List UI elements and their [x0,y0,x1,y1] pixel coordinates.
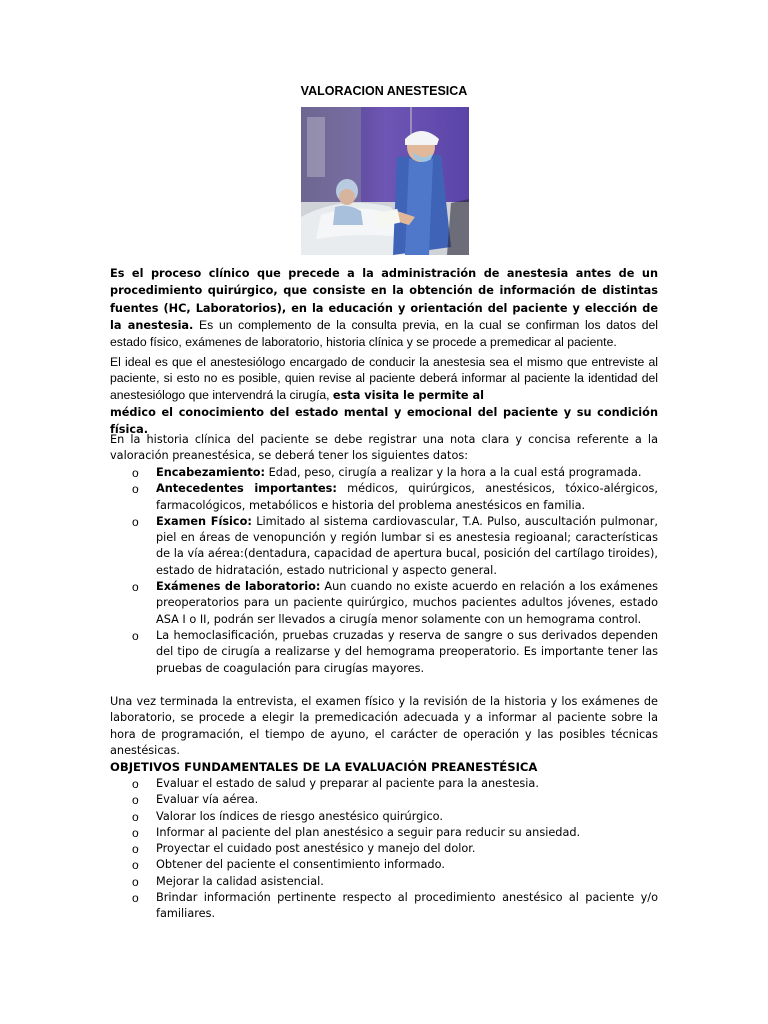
objetivo-text: Valorar los índices de riesgo anestésico quirúrgico. [156,809,443,823]
item-text: La hemoclasificación, pruebas cruzadas y reserva de sangre o sus derivados dependen del tipo de cirugía a realizarse y del hemograma preoperatorio. Es importante tener las pruebas de coagulación para cirugías mayores. [156,628,658,675]
bullet-icon: o [132,482,139,497]
objetivos-list [110,776,658,923]
ideal-bold-text-2: médico el conocimiento del estado mental y emocional del paciente y su condición física. [110,405,658,437]
historia-paragraph: En la historia clínica del paciente se debe registrar una nota clara y concisa referente a la valoración preanestésica, se deberá tener los siguientes datos: [110,433,658,463]
bullet-icon: o [132,891,139,906]
bullet-icon: o [132,514,139,529]
datos-list [110,465,658,677]
item-text: Edad, peso, cirugía a realizar y la hora a la cual está programada. [265,466,642,479]
entrevista-paragraph: Una vez terminada la entrevista, el examen físico y la revisión de la historia y los exámenes de laboratorio, se procede a elegir la premedicación adecuada y a informar al paciente sobre la hora de programación, el tiempo de ayuno, el carácter de operación y las posibles técnicas anestésicas. [110,695,658,757]
list-item [110,628,658,677]
list-item [110,465,658,481]
ideal-normal-text: El ideal es que el anestesiólogo encargado de conducir la anestesia sea el mismo que entreviste al paciente, si esto no es posible, quien revise al paciente deberá informar al paciente la identidad del anestesiólogo que intervendrá la cirugía, [110,355,658,402]
list-item [110,792,658,808]
objetivo-text: Evaluar el estado de salud y preparar al paciente para la anestesia. [156,777,539,790]
item-label: Antecedentes importantes: [156,482,337,496]
ideal-bold-text-1: esta visita le permite al [332,388,484,402]
bullet-icon: o [132,842,139,857]
list-item [110,874,658,890]
objetivo-text: Informar al paciente del plan anestésico a seguir para reducir su ansiedad. [156,825,581,839]
list-item [110,890,658,923]
bullet-icon: o [132,809,139,824]
bullet-icon: o [132,628,139,643]
bullet-icon: o [132,580,139,595]
objetivo-text: Mejorar la calidad asistencial. [156,874,324,888]
objetivo-text: Proyectar el cuidado post anestésico y manejo del dolor. [156,842,476,856]
objetivo-text: Evaluar vía aérea. [156,793,259,807]
list-item [110,825,658,841]
ideal-paragraph [110,354,658,438]
list-item [110,514,658,579]
list-item [110,579,658,628]
item-text: Aun cuando no existe acuerdo en relación a los exámenes preoperatorios para un paciente quirúrgico, muchos pacientes adultos jóvenes, estado ASA I o II, podrán ser llevados a cirugía menor solamente con un hemograma control. [156,580,658,626]
bullet-icon: o [132,466,139,480]
definition-normal-text: Es un complemento de la consulta previa, en la cual se confirman los datos del estado físico, exámenes de laboratorio, historia clínica y se procede a premedicar al paciente. [110,317,658,350]
item-label: Exámenes de laboratorio: [156,580,321,594]
list-item [110,809,658,825]
definition-paragraph [110,265,658,350]
objetivo-text: Obtener del paciente el consentimiento informado. [156,858,445,872]
bullet-icon: o [132,858,139,873]
list-item [110,776,658,792]
page-title: VALORACION ANESTESICA [300,84,468,98]
list-item [110,857,658,873]
bullet-icon: o [132,874,139,889]
item-text: Limitado al sistema cardiovascular, T.A. Pulso, auscultación pulmonar, piel en áreas de venopunción y región lumbar si es anestesia regioanal; características de la vía aérea:(dentadura, capacidad de apertura bucal, posición del cartílago tiroides), estado de hidratación, estado nutricional y aspecto general. [156,514,658,577]
bullet-icon: o [132,825,139,840]
anesthesiologist-visiting-patient-photo [301,107,469,255]
item-text: médicos, quirúrgicos, anestésicos, tóxico-alérgicos, farmacológicos, metabólicos e historia del problema anestésicos en familia. [156,482,658,512]
objetivo-text: Brindar información pertinente respecto al procedimiento anestésico al paciente y/o familiares. [156,891,658,921]
item-label: Examen Físico: [156,514,252,528]
definition-bold-text: Es el proceso clínico que precede a la administración de anestesia antes de un procedimiento quirúrgico, que consiste en la obtención de información de distintas fuentes (HC, Laboratorios), en la educación y orientación del paciente y elección de la anestesia. [110,267,658,332]
bullet-icon: o [132,793,139,808]
list-item [110,841,658,857]
list-item [110,481,658,514]
objetivos-heading: OBJETIVOS FUNDAMENTALES DE LA EVALUACIÓN PREANESTÉSICA [110,760,538,774]
item-label: Encabezamiento: [156,466,266,479]
bullet-icon: o [132,777,139,791]
